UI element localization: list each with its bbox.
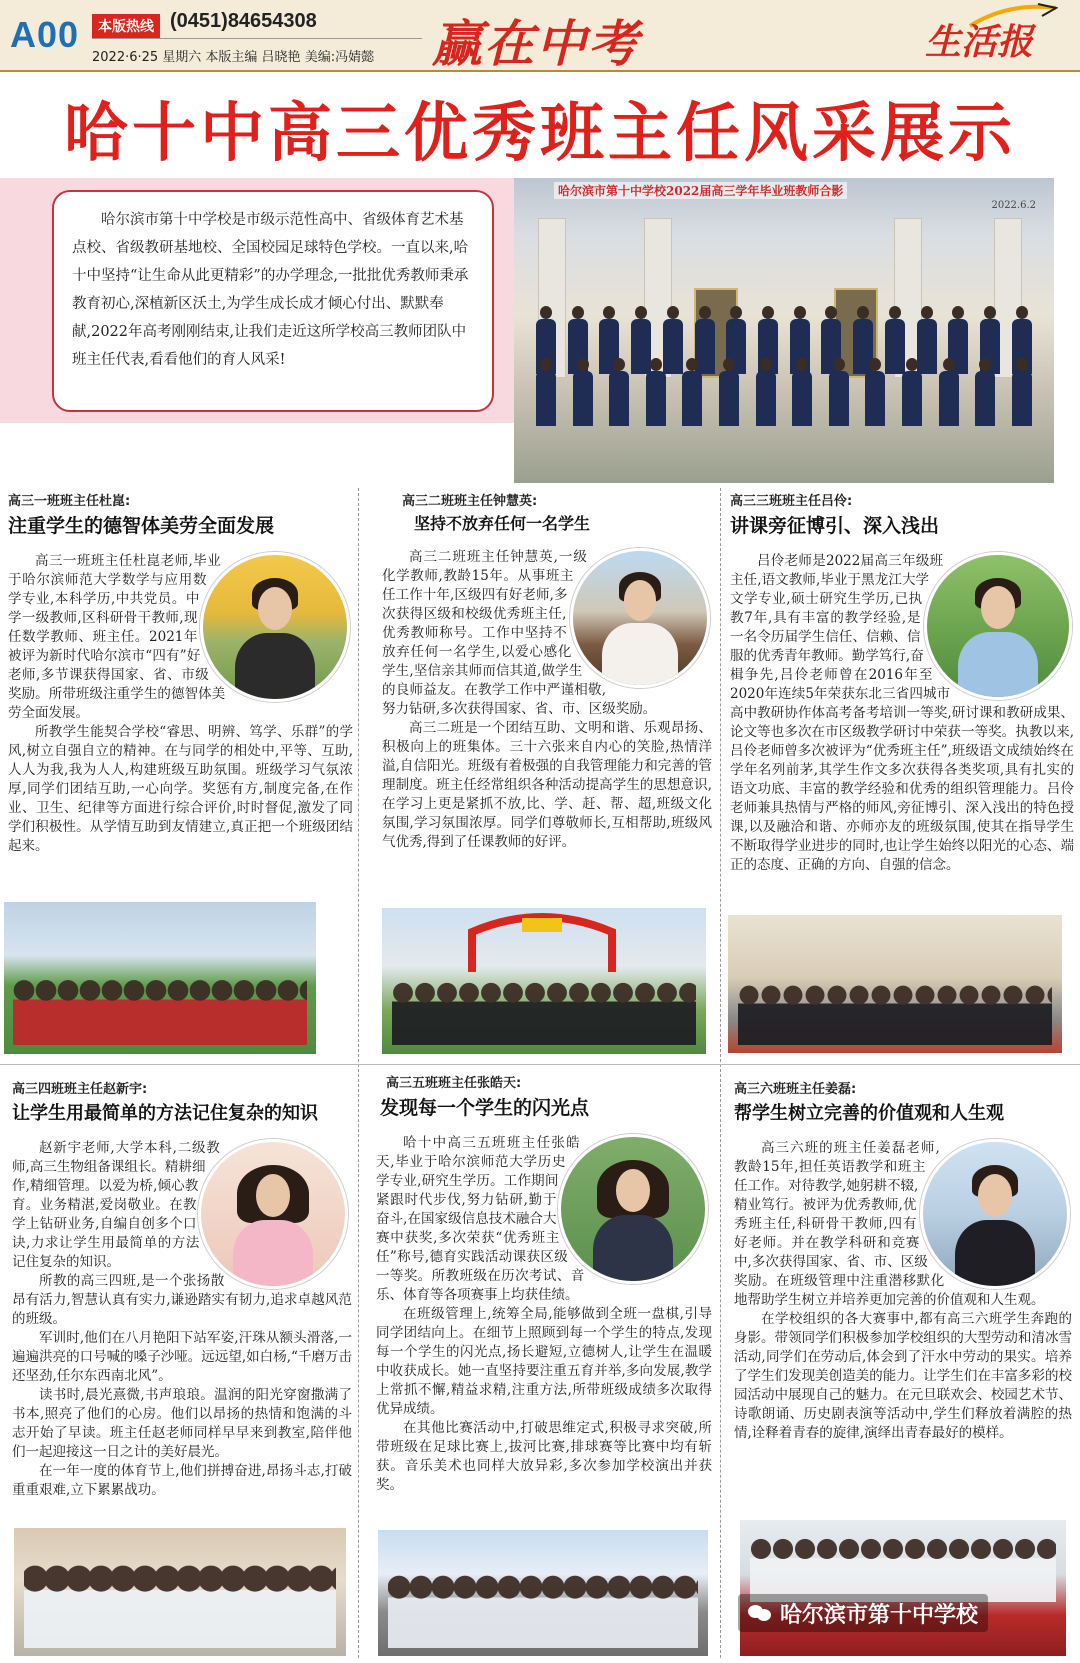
class-5-group-photo	[378, 1530, 708, 1656]
profile-paragraph: 高三二班是一个团结互助、文明和谐、乐观昂扬、积极向上的班集体。三十六张来自内心的笑脸,热情洋溢,自信阳光。班级有着极强的自我管理能力和完善的管理制度。班主任经常组织各种活动提高学生的思想意识,在学习上更是紧抓不放,比、学、赶、帮、超,班级文化氛围,学习氛围浓厚。同学们尊敬师长,互相帮助,班级风气优秀,得到了任课教师的好评。	[382, 720, 712, 850]
teacher-photo-avatar	[558, 1134, 708, 1284]
section-title: 赢在中考	[432, 14, 640, 73]
profile-paragraph: 高三二班班主任钟慧英,一级化学教师,教龄15年。从事班主任工作十年,区级四有好老师,多次获得区级和校级优秀班主任,优秀教师称号。工作中坚持不放弃任何一名学生,以爱心感化学生,坚信亲其师而信其道,做学生的良师益友。在教学工作中严谨相敬,努力钻研,多次获得国家、省、市、区级奖励。	[382, 549, 657, 717]
profile-class-5	[376, 1072, 712, 1495]
wechat-watermark	[738, 1594, 988, 1632]
watermark-text: 哈尔滨市第十中学校	[780, 1602, 979, 1628]
photo-caption: 哈尔滨市第十中学校2022届高三学年毕业班教师合影	[554, 182, 847, 199]
arch-gate-icon	[462, 912, 622, 972]
profile-class-2	[382, 490, 712, 852]
teachers-group-photo	[514, 178, 1054, 483]
teacher-photo-avatar	[570, 548, 710, 688]
profile-paragraph: 高三六班的班主任姜磊老师,教龄15年,担任英语教学和班主任工作。对待教学,她躬耕不辍,精业笃行。被评为优秀教师,优秀班主任,科研骨干教师,四有好老师。并在教学科研和竞赛中,多次获得国家、省、市、区级奖励。在班级管理中注重潜移默化地帮助学生树立并培养更加完善的价值观和人生观。	[734, 1140, 1045, 1308]
people-front-row	[534, 358, 1034, 428]
teacher-photo-avatar	[198, 1139, 348, 1289]
profile-kicker: 高三五班班主任张皓天:	[386, 1076, 522, 1091]
issue-date-line: 2022·6·25 星期六 本版主编 吕晓艳 美编:冯婧懿	[92, 50, 375, 65]
wechat-icon	[748, 1603, 772, 1623]
brand-logo: 生活报	[925, 21, 1034, 63]
profile-paragraph: 在其他比赛活动中,打破思维定式,积极寻求突破,所带班级在足球比赛上,拔河比赛,排球赛等比赛中均有斩获。音乐美术也同样大放异彩,多次参加学校演出并获奖。	[376, 1420, 712, 1493]
class-4-group-photo	[14, 1528, 346, 1656]
teacher-photo-avatar	[924, 552, 1072, 700]
profile-title: 发现每一个学生的闪光点	[380, 1097, 590, 1119]
profile-title: 讲课旁征博引、深入浅出	[730, 515, 940, 537]
column-divider	[358, 488, 359, 1658]
page-header	[0, 0, 1080, 72]
profile-paragraph: 所教的高三四班,是一个张扬散昂有活力,智慧认真有实力,谦逊踏实有韧力,追求卓越风范的班级。	[12, 1273, 352, 1327]
profile-title: 坚持不放弃任何一名学生	[414, 514, 591, 533]
row-divider	[0, 1064, 1080, 1065]
main-headline: 哈十中高三优秀班主任风采展示	[64, 97, 1016, 171]
profile-paragraph: 吕伶老师是2022届高三年级班主任,语文教师,毕业于黑龙江大学文学专业,硕士研究生学历,已执教7年,具有丰富的教学经验,是一名令历届学生信任、信赖、信服的优秀青年教师。勤学笃行,奋楫争先,吕伶老师曾在2016年至2020年连续5年荣获东北三省四城市高中教研协作体高考备考培训一等奖,研讨课和教研成果、论文等也多次在市区级教学研讨中荣获一等奖。执教以来,吕伶老师曾多次被评为“优秀班主任”,班级语文成绩始终在学年名列前茅,其学生作文多次获得各类奖项,具有扎实的语文功底、丰富的教学经验和优秀的组织管理能力。吕伶老师兼具热情与严格的师风,旁征博引、深入浅出的特色授课,以及融洽和谐、亦师亦友的班级氛围,使其在指导学生不断取得学业进步的同时,也让学生始终以阳光的心态、端正的态度、正确的方向、自强的信念。	[730, 553, 1074, 873]
profile-paragraph: 读书时,晨光熹微,书声琅琅。温润的阳光穿窗撒满了书本,照亮了他们的心房。他们以昂扬的热情和饱满的斗志开始了早读。班主任赵老师同样早早来到教室,陪伴他们一起迎接这一日之计的美好晨光。	[12, 1387, 352, 1460]
profile-title: 让学生用最简单的方法记住复杂的知识	[12, 1103, 318, 1124]
profile-class-1	[8, 490, 353, 856]
teacher-photo-avatar	[920, 1139, 1070, 1289]
profile-kicker: 高三六班班主任姜磊:	[734, 1082, 857, 1097]
profile-paragraph: 在一年一度的体育节上,他们拼搏奋进,昂扬斗志,打破重重艰难,立下累累战功。	[12, 1463, 352, 1498]
class-3-group-photo	[728, 915, 1062, 1053]
teacher-photo-avatar	[200, 552, 350, 702]
hotline-number: (0451)84654308	[170, 10, 317, 32]
profile-title: 帮学生树立完善的价值观和人生观	[734, 1103, 1004, 1124]
class-1-group-photo	[4, 902, 316, 1054]
profile-paragraph: 军训时,他们在八月艳阳下站军姿,汗珠从额头滑落,一遍遍洪亮的口号喊的嗓子沙哑。远远望,如白杨,“千磨万击还坚劲,任尔东西南北风”。	[12, 1330, 352, 1384]
profile-paragraph: 在班级管理上,统筹全局,能够做到全班一盘棋,引导同学团结向上。在细节上照顾到每一个学生的特点,发现每一个学生的闪光点,扬长避短,立德树人,让学生在温暖中收获成长。她一直坚持要注重五育并举,多向发展,教学上常抓不懈,精益求精,注重方法,所带班级成绩多次取得优异成绩。	[376, 1306, 712, 1417]
page-number: A00	[10, 14, 80, 55]
profile-paragraph: 在学校组织的各大赛事中,都有高三六班学生奔跑的身影。带领同学们积极参加学校组织的大型劳动和清冰雪活动,同学们在劳动后,体会到了汗水中劳动的果实。培养了学生们发现美创造美的能力。让学生们在丰富多彩的校园活动中展现自己的魅力。在元旦联欢会、校园艺术节、诗歌朗诵、历史剧表演等活动中,学生们释放着满腔的热情,诠释着青春的旋律,演绎出青春最好的模样。	[734, 1311, 1072, 1441]
column-divider	[720, 488, 721, 1658]
class-2-group-photo	[382, 908, 706, 1054]
profile-kicker: 高三二班班主任钟慧英:	[402, 494, 538, 509]
profile-class-3	[730, 490, 1074, 875]
hotline-badge: 本版热线	[92, 14, 160, 38]
profile-kicker: 高三四班班主任赵新宇:	[12, 1082, 148, 1097]
header-rule	[92, 38, 422, 39]
profile-kicker: 高三一班班主任杜崑:	[8, 494, 131, 509]
profile-class-4	[12, 1078, 352, 1500]
profile-title: 注重学生的德智体美劳全面发展	[8, 515, 275, 537]
profile-paragraph: 高三一班班主任杜崑老师,毕业于哈尔滨师范大学数学与应用数学专业,本科学历,中共党员。中学一级教师,区科研骨干教师,现任数学教师、班主任。2021年被评为新时代哈尔滨市“四有”好老师,多节课获得国家、省、市级奖励。所带班级注重学生的德智体美劳全面发展。	[8, 553, 226, 721]
profile-paragraph: 哈十中高三五班班主任张皓天,毕业于哈尔滨师范大学历史学专业,研究生学历。工作期间紧跟时代步伐,努力钻研,勤于奋斗,在国家级信息技术融合大赛中获奖,多次荣获“优秀班主任”称号,德育实践活动课获区级一等奖。所教班级在历次考试、音乐、体育等各项赛事上均获佳绩。	[376, 1135, 585, 1303]
photo-date: 2022.6.2	[991, 200, 1036, 211]
profile-paragraph: 所教学生能契合学校“睿思、明辨、笃学、乐群”的学风,树立自强自立的精神。在与同学的相处中,平等、互助,人人为我,我为人人,构建班级互助氛围。班级学习气氛浓厚,同学们团结互助,一心向学。奖惩有方,制度完备,在作业、卫生、纪律等方面进行综合评价,时时督促,激发了同学们积极性。从学情互助到友情建立,真正把一个班级团结起来。	[8, 724, 353, 854]
profile-paragraph: 赵新宇老师,大学本科,二级教师,高三生物组备课组长。精耕细作,精细管理。以爱为桥,倾心教育。业务精湛,爱岗敬业。在教学上钻研业务,自编自创多个口诀,力求让学生用最简单的方法记住复杂的知识。	[12, 1140, 220, 1270]
intro-text: 哈尔滨市第十中学校是市级示范性高中、省级体育艺术基点校、省级教研基地校、全国校园足球特色学校。一直以来,哈十中坚持“让生命从此更精彩”的办学理念,一批批优秀教师秉承教育初心,深植新区沃土,为学生成长成才倾心付出、默默奉献,2022年高考刚刚结束,让我们走近这所学校高三教师团队中班主任代表,看看他们的育人风采!	[52, 190, 494, 412]
profile-class-6	[734, 1078, 1072, 1443]
profile-kicker: 高三三班班主任吕伶:	[730, 494, 853, 509]
class-6-group-photo	[740, 1520, 1066, 1656]
